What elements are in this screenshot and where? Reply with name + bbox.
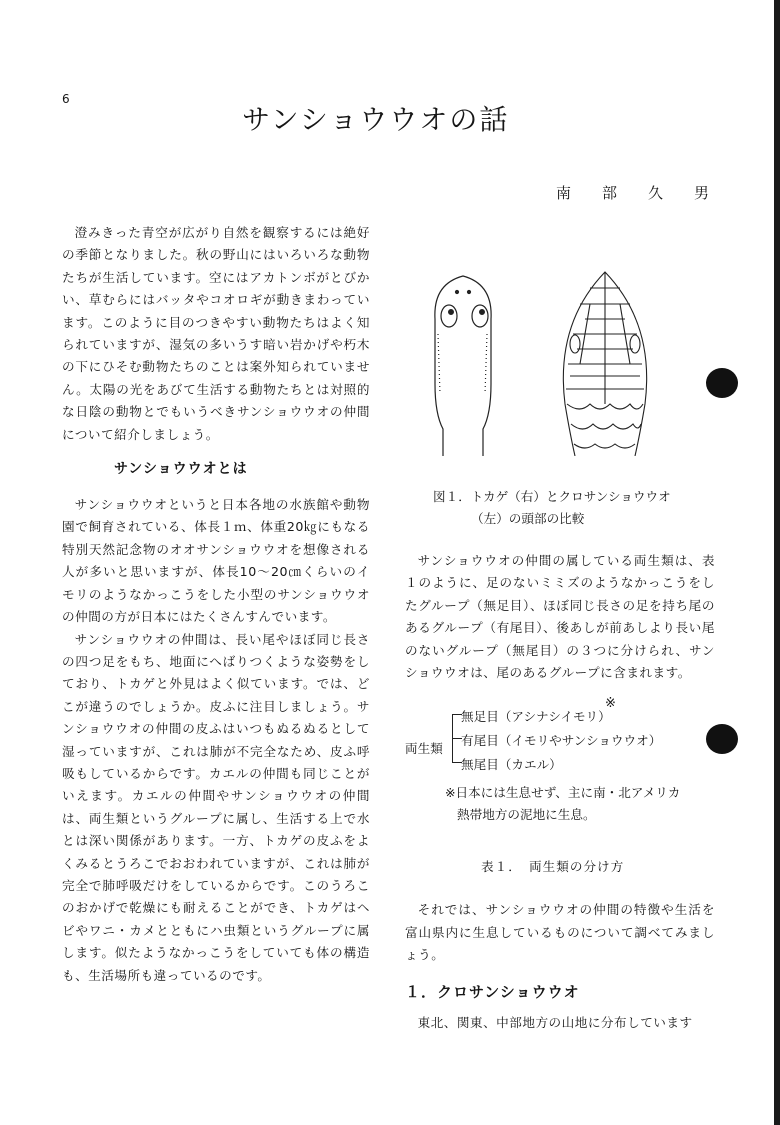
salamander-head-drawing xyxy=(435,276,491,456)
table-caption: 表１． 両生類の分け方 xyxy=(481,859,625,875)
body-paragraph: それでは、サンショウウオの仲間の特徴や生活を富山県内に生息しているものについて調べてみましょう。 xyxy=(405,902,715,963)
figure-caption xyxy=(433,486,715,530)
binding-hole xyxy=(706,368,738,398)
binding-hole xyxy=(706,724,738,754)
intro-paragraph: 澄みきった青空が広がり自然を観察するには絶好の季節となりました。秋の野山にはいろいろな動物たちが生活しています。空にはアカトンボがとびかい、草むらにはバッタやコオロギが動きまわっています。このように目のつきやすい動物たちはよく知られていますが、湿気の多いうす暗い岩かげや朽木の下にひそむ動物たちのことは案外知られていません。太陽の光をあびて生活する動物たちとは対照的な日陰の動物とでもいうべきサンショウウオの仲間について紹介しましょう。 xyxy=(62,225,370,442)
classification-item: 無足目（アシナシイモリ） xyxy=(461,709,611,725)
head-comparison-figure xyxy=(405,264,715,456)
body-paragraph: 東北、関東、中部地方の山地に分布しています xyxy=(417,1014,693,1030)
figure-caption-line: （左）の頭部の比較 xyxy=(471,511,585,526)
subsection-heading: １．クロサンショウウオ xyxy=(405,982,580,1001)
page-title: サンショウウオの話 xyxy=(242,103,510,136)
figure-caption-line: 図１．トカゲ（右）とクロサンショウウオ xyxy=(433,489,671,504)
right-column xyxy=(405,264,715,1034)
head-illustration xyxy=(405,264,715,456)
classification-item: 無尾目（カエル） xyxy=(461,757,562,773)
body-paragraph: サンショウウオの仲間の属している両生類は、表１のように、足のないミミズのようなかっこうをしたグループ（無足目）、ほぼ同じ長さの足を持ち尾のあるグループ（有尾目）、後あしが前あしより長い尾のないグループ（無尾目）の３つに分けられ、サンショウウオは、尾のあるグループに含まれます。 xyxy=(405,553,715,681)
body-paragraph: サンショウウオというと日本各地の水族館や動物園で飼育されている、体長１ｍ、体重20㎏にもなる特別天然記念物のオオサンショウウオを想像される人が多いと思いますが、体長10～20㎝くらいのイモリのようなかっこうをした小型のサンショウウオの仲間の方が日本にはたくさんすんでいます。 xyxy=(62,497,370,625)
footnote-marker: ※ xyxy=(605,696,616,712)
scan-edge xyxy=(774,0,780,1125)
body-paragraph: サンショウウオの仲間は、長い尾やほぼ同じ長さの四つ足をもち、地面にへばりつくような姿勢をしており、トカゲと外見はよく似ています。では、どこが違うのでしょうか。皮ふに注目しましょう。サンショウウオの仲間の皮ふはいつもぬるぬるとして湿っていますが、これは肺が不完全なため、皮ふ呼吸もしているからです。カエルの仲間も同じことがいえます。カエルの仲間やサンショウウオの仲間は、両生類というグループに属し、生活する上で水とは深い関係があります。一方、トカゲの皮ふをよくみるとうろこでおおわれていますが、これは肺が完全で肺呼吸だけをしているからです。このうろこのおかげで乾燥にも耐えることができ、トカゲはヘビやワニ・カメとともにハ虫類というグループに属します。似たようなかっこうをしていても体の構造も、生活場所も違っているのです。 xyxy=(62,631,370,983)
section-heading: サンショウウオとは xyxy=(114,461,248,478)
left-column xyxy=(62,222,370,987)
amphibian-classification xyxy=(405,696,715,828)
classification-label: 両生類 xyxy=(405,741,443,757)
page-number: 6 xyxy=(62,92,70,106)
footnote-line: 熱帯地方の泥地に生息。 xyxy=(457,807,596,823)
footnote-line: ※日本には生息せず、主に南・北アメリカ xyxy=(445,785,681,801)
lizard-head-drawing xyxy=(563,272,646,456)
author-name: 南 部 久 男 xyxy=(556,184,718,202)
classification-item: 有尾目（イモリやサンショウウオ） xyxy=(461,733,662,749)
